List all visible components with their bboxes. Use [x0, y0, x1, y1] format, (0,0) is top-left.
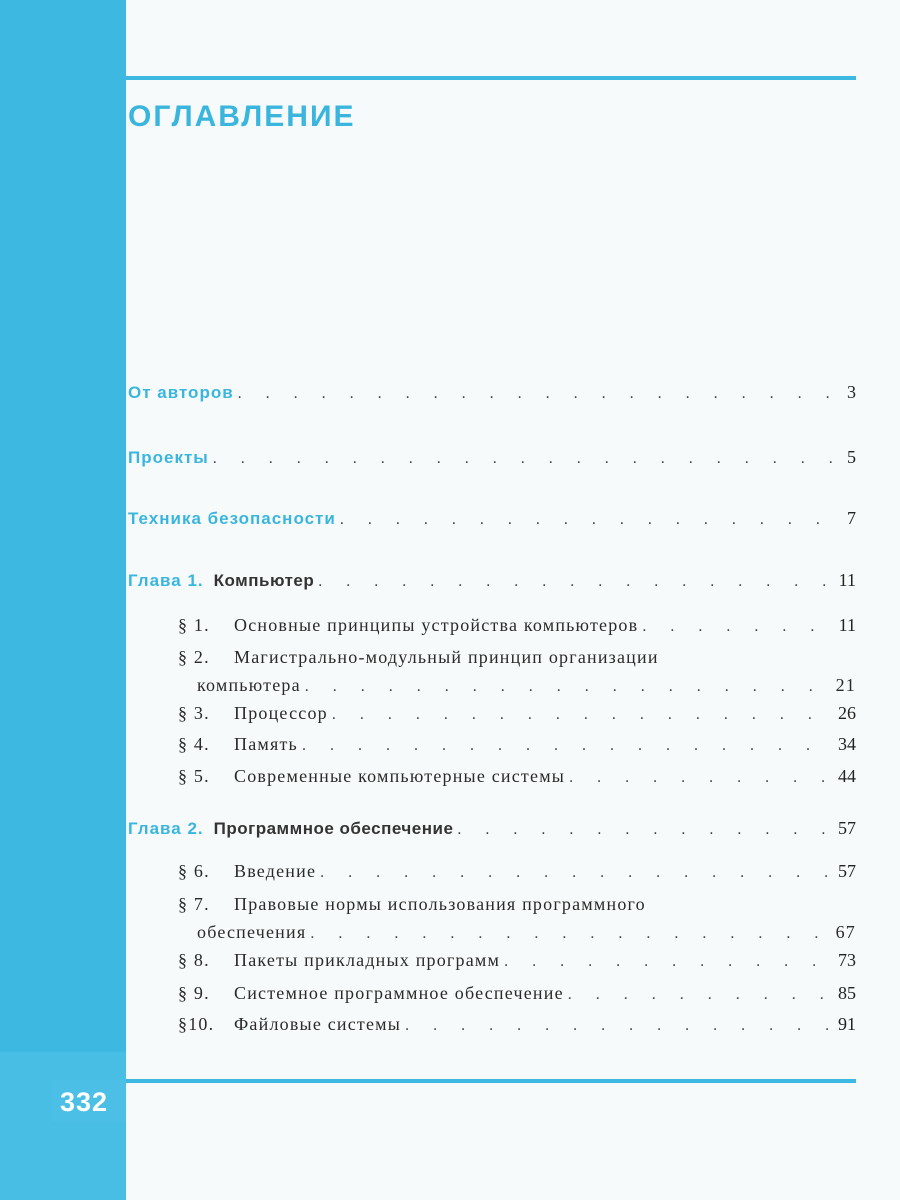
section-number: § 7. — [178, 894, 210, 914]
section-number: § 6. — [178, 861, 210, 881]
toc-section-7[interactable] — [178, 894, 856, 943]
section-number: §10. — [178, 1014, 215, 1034]
toc-entry-authors[interactable] — [128, 382, 856, 408]
leader-dots — [642, 618, 834, 636]
leader-dots — [569, 769, 834, 787]
chapter-page: 11 — [838, 570, 856, 590]
toc-section-1[interactable] — [178, 615, 856, 641]
leader-dots — [457, 821, 834, 839]
side-color-bar — [0, 0, 126, 1200]
section-title: Пакеты прикладных программ — [234, 950, 501, 970]
toc-section-5[interactable] — [178, 766, 856, 792]
toc-entry-page: 3 — [847, 382, 856, 402]
section-title: Современные компьютерные системы — [234, 766, 566, 786]
leader-dots — [305, 678, 832, 696]
section-page: 21 — [835, 675, 856, 695]
leader-dots — [213, 450, 843, 468]
section-page: 73 — [838, 950, 856, 970]
section-title: Память — [234, 734, 298, 754]
leader-dots — [405, 1017, 834, 1035]
toc-entry-label: Техника безопасности — [128, 509, 336, 528]
section-number: § 4. — [178, 734, 210, 754]
toc-entry-safety[interactable] — [128, 508, 856, 534]
toc-entry-page: 5 — [847, 447, 856, 467]
section-title: Файловые системы — [234, 1014, 402, 1034]
leader-dots — [238, 385, 843, 403]
section-page: 26 — [838, 703, 856, 723]
chapter-title: Компьютер — [213, 571, 315, 590]
section-page: 57 — [838, 861, 856, 881]
toc-entry-label: От авторов — [128, 383, 234, 402]
leader-dots — [332, 706, 834, 724]
section-number: § 8. — [178, 950, 210, 970]
toc-entry-page: 7 — [847, 508, 856, 528]
page-title: ОГЛАВЛЕНИЕ — [128, 100, 356, 133]
chapter-prefix: Глава 1. — [128, 571, 204, 590]
section-title: Введение — [234, 861, 317, 881]
toc-entry-label: Проекты — [128, 448, 209, 467]
section-page: 85 — [838, 983, 856, 1003]
bottom-rule — [126, 1079, 856, 1083]
section-title-line2: компьютера — [197, 675, 301, 695]
toc-section-6[interactable] — [178, 861, 856, 887]
page-number: 332 — [60, 1087, 109, 1117]
toc-section-8[interactable] — [178, 950, 856, 976]
leader-dots — [310, 925, 831, 943]
section-title-line2: обеспечения — [197, 922, 307, 942]
leader-dots — [340, 511, 843, 529]
toc-chapter-1[interactable] — [128, 570, 856, 596]
section-title: Процессор — [234, 703, 328, 723]
top-rule — [126, 76, 856, 80]
section-number: § 3. — [178, 703, 210, 723]
section-title: Основные принципы устройства компьютеров — [234, 615, 639, 635]
chapter-title: Программное обеспечение — [213, 819, 454, 838]
section-number: § 5. — [178, 766, 210, 786]
section-page: 34 — [838, 734, 856, 754]
toc-section-3[interactable] — [178, 703, 856, 729]
section-page: 11 — [838, 615, 856, 635]
toc-section-10[interactable] — [178, 1014, 856, 1040]
toc-section-2[interactable] — [178, 647, 856, 696]
leader-dots — [568, 986, 834, 1004]
section-title-line1: Правовые нормы использования программного — [234, 894, 646, 914]
side-color-bar-lower — [0, 1052, 126, 1200]
chapter-prefix: Глава 2. — [128, 819, 204, 838]
section-page: 91 — [838, 1014, 856, 1034]
toc-section-9[interactable] — [178, 983, 856, 1009]
toc-entry-projects[interactable] — [128, 447, 856, 473]
chapter-page: 57 — [838, 818, 856, 838]
section-page: 67 — [835, 922, 856, 942]
leader-dots — [504, 953, 834, 971]
section-page: 44 — [838, 766, 856, 786]
leader-dots — [320, 864, 834, 882]
toc-chapter-2[interactable] — [128, 818, 856, 844]
section-title-line1: Магистрально-модульный принцип организации — [234, 647, 659, 667]
section-title: Системное программное обеспечение — [234, 983, 564, 1003]
section-number: § 9. — [178, 983, 210, 1003]
leader-dots — [318, 573, 834, 591]
section-number: § 1. — [178, 615, 210, 635]
toc-section-4[interactable] — [178, 734, 856, 760]
leader-dots — [302, 737, 834, 755]
section-number: § 2. — [178, 647, 210, 667]
